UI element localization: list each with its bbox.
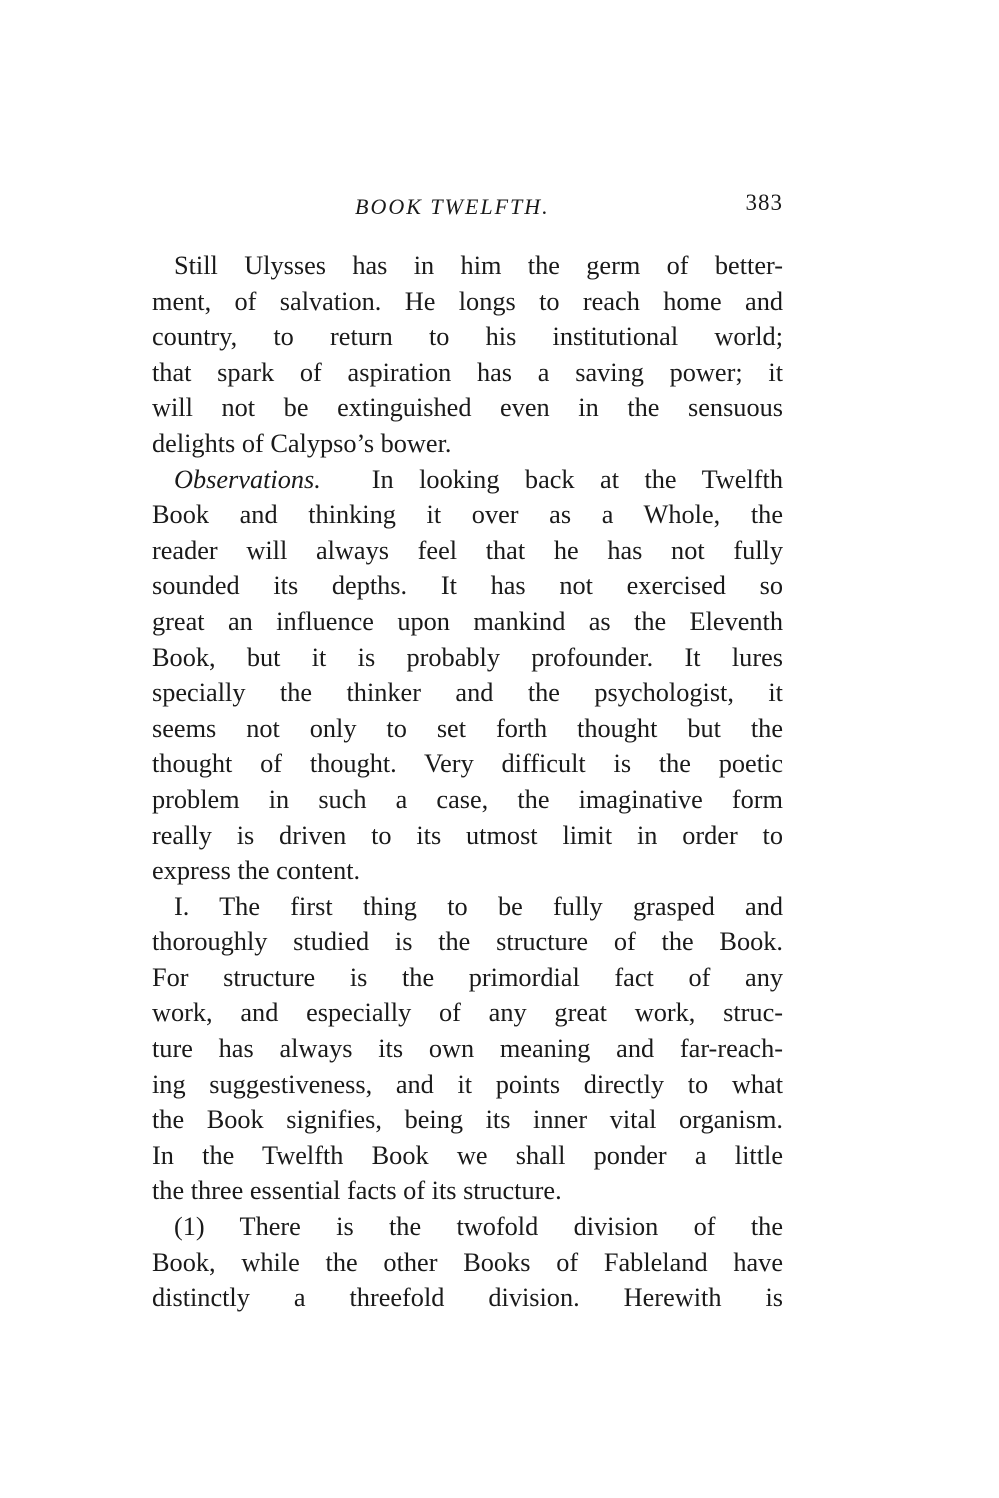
text-line: delights of Calypso’s bower.	[152, 428, 452, 458]
text-line: work, and especially of any great work, struc-	[152, 998, 783, 1028]
text-line: Book, while the other Books of Fableland have	[152, 1247, 783, 1277]
text-line: country, to return to his institutional world;	[152, 322, 783, 352]
text-line: reader will always feel that he has not fully	[152, 535, 783, 565]
text-line: In the Twelfth Book we shall ponder a little	[152, 1140, 783, 1170]
paragraph	[152, 1209, 783, 1316]
text-line: ing suggestiveness, and it points directly to what	[152, 1069, 783, 1099]
text-line	[152, 462, 783, 498]
text-line: seems not only to set forth thought but the	[152, 713, 783, 743]
text-line: problem in such a case, the imaginative form	[152, 784, 783, 814]
text-line: sounded its depths. It has not exercised so	[152, 571, 783, 601]
text-line: ment, of salvation. He longs to reach home and	[152, 286, 783, 316]
line-text: In looking back at the Twelfth	[371, 464, 783, 494]
book-page	[152, 190, 783, 1316]
text-line: will not be extinguished even in the sensuous	[152, 393, 783, 423]
text-line: the three essential facts of its structure.	[152, 1176, 562, 1206]
paragraph	[152, 248, 783, 462]
page-number: 383	[745, 190, 783, 215]
text-line: express the content.	[152, 856, 361, 886]
text-line: thought of thought. Very difficult is the poetic	[152, 749, 783, 779]
body-text	[152, 248, 783, 1316]
running-head	[152, 190, 783, 226]
text-line: specially the thinker and the psychologist, it	[152, 678, 783, 708]
section-label: Observations.	[174, 464, 321, 494]
paragraph	[152, 462, 783, 889]
text-line: For structure is the primordial fact of any	[152, 962, 783, 992]
running-title: BOOK TWELFTH.	[355, 194, 550, 219]
text-line: Still Ulysses has in him the germ of better-	[174, 251, 783, 280]
text-line: Book and thinking it over as a Whole, the	[152, 500, 783, 530]
text-line: distinctly a threefold division. Herewith is	[152, 1283, 783, 1313]
text-line: (1) There is the twofold division of the	[174, 1212, 783, 1242]
text-line: ture has always its own meaning and far-reach-	[152, 1034, 783, 1064]
text-line: that spark of aspiration has a saving power; it	[152, 357, 783, 387]
text-line: really is driven to its utmost limit in order to	[152, 820, 783, 850]
text-line: the Book signifies, being its inner vital organism.	[152, 1105, 783, 1135]
text-line: thoroughly studied is the structure of the Book.	[152, 927, 783, 957]
text-line: great an influence upon mankind as the Eleventh	[152, 606, 783, 636]
paragraph	[152, 889, 783, 1209]
text-line: I. The first thing to be fully grasped and	[174, 891, 783, 921]
text-line: Book, but it is probably profounder. It lures	[152, 642, 783, 672]
